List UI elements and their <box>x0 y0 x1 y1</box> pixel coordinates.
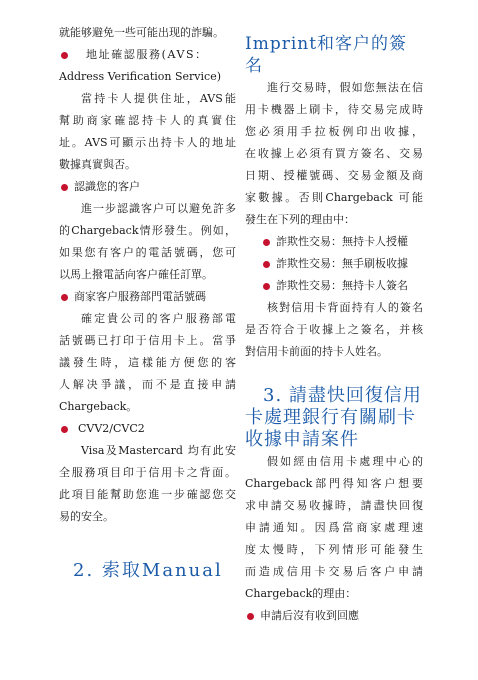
text-line: 申請通知。因爲當商家處理速 <box>245 521 423 534</box>
bullet-text: 詐欺性交易：無持卡人授權 <box>276 235 408 248</box>
text-line: 核對信用卡背面持有人的簽名 <box>267 301 423 314</box>
paragraph <box>245 77 423 231</box>
bullet-text: 申請后沒有收到回應 <box>260 609 359 622</box>
text-line: 在收據上必須有買方簽名、交易 <box>245 147 423 160</box>
heading-line: 卡處理銀行有關刷卡 <box>245 407 416 428</box>
text-line: 就能够避免一些可能出现的詐騙。 <box>59 26 224 39</box>
text-line: 而造成信用卡交易后客户申請 <box>245 565 423 578</box>
text-line: 假如經由信用卡處理中心的 <box>267 455 423 468</box>
bullet-dot-icon <box>247 613 254 620</box>
bullet-text: 認識您的客户 <box>74 180 140 193</box>
bullet-text: 地址確認服務(AVS： <box>86 48 208 61</box>
text-line: 幫助商家確認持卡人的真實住 <box>59 114 236 127</box>
text-line: 如果您有客户的電話號碼，您可 <box>59 246 236 259</box>
text-line: 是否符合于收據上之簽名，并核 <box>245 323 423 336</box>
text-line: Chargeback的理由： <box>245 587 357 600</box>
text-line: 您必須用手拉板例印出收據， <box>245 125 423 138</box>
text-line: Address Verification Service) <box>59 70 221 83</box>
bullet-dot-icon <box>61 294 68 301</box>
text-line: 人解决爭議，而不是直接申請 <box>59 378 236 391</box>
bullet-item <box>245 605 423 627</box>
text-line: Visa及Mastercard 均有此安 <box>81 444 236 457</box>
text-line: 的Chargeback情形發生。例如， <box>59 224 236 237</box>
text-line: 議發生時，這樣能方便您的客 <box>59 356 236 369</box>
text-line: 發生在下列的理由中： <box>245 213 355 226</box>
paragraph <box>59 308 236 418</box>
text-line: 數據真實與否。 <box>59 158 136 171</box>
paragraph <box>245 297 423 363</box>
left-column <box>59 22 236 582</box>
heading-line: 3. 請盡快回復信用 <box>263 385 422 406</box>
bullet-item <box>59 418 236 440</box>
bullet-text: CVV2/CVC2 <box>78 422 145 435</box>
text-line: 求申請交易收據時，請盡快回復 <box>245 499 423 512</box>
spacer <box>59 528 236 560</box>
text-line: 此項目能幫助您進一步確認您交 <box>59 488 236 501</box>
bullet-text: 商家客户服務部門電話號碼 <box>74 290 206 303</box>
text-line: 對信用卡前面的持卡人姓名。 <box>245 345 388 358</box>
text-line: 確定貴公司的客户服務部電 <box>81 312 236 325</box>
text-line: 易的安全。 <box>59 510 114 523</box>
paragraph <box>245 451 423 605</box>
paragraph <box>59 198 236 286</box>
bullet-dot-icon <box>61 184 68 191</box>
text-line: Chargeback部門得知客户想要 <box>245 477 423 490</box>
text-line: Chargeback。 <box>59 400 138 413</box>
text-line: 進行交易時，假如您無法在信 <box>267 81 423 94</box>
text-line: 用卡機器上刷卡，待交易完成時 <box>245 103 423 116</box>
bullet-item <box>59 286 236 308</box>
text-line: 當持卡人提供住址，AVS能 <box>81 92 236 105</box>
right-column <box>245 33 423 627</box>
bullet-item <box>245 275 423 297</box>
bullet-item <box>245 253 423 275</box>
bullet-dot-icon <box>263 239 270 246</box>
text-line: 址。AVS可顯示出持卡人的地址 <box>59 136 236 149</box>
bullet-item <box>59 44 236 66</box>
bullet-item <box>245 231 423 253</box>
heading-line: 收據申請案件 <box>245 429 359 450</box>
paragraph <box>59 88 236 176</box>
text-line: 日期、授權號碼、交易金額及商 <box>245 169 423 182</box>
bullet-text: 詐欺性交易：無持卡人簽名 <box>276 279 408 292</box>
paragraph <box>59 440 236 528</box>
text-line: 全服務項目印于信用卡之背面。 <box>59 466 236 479</box>
text-line: 話號碼已打印于信用卡上。當爭 <box>59 334 236 347</box>
bullet-dot-icon <box>61 52 68 59</box>
bullet-dot-icon <box>263 283 270 290</box>
section-heading: 2. 索取Manual <box>73 560 223 581</box>
text-line: 家數據。否則Chargeback 可能 <box>245 191 423 204</box>
text-line: 度太慢時，下列情形可能發生 <box>245 543 423 556</box>
text-line: 以馬上撥電話向客户確任訂單。 <box>59 268 213 281</box>
section-heading <box>245 385 423 451</box>
text-line: 進一步認識客户可以避免許多 <box>81 202 236 215</box>
spacer <box>245 363 423 385</box>
bullet-text: 詐欺性交易：無手刷板收據 <box>276 257 408 270</box>
bullet-item <box>59 176 236 198</box>
section-heading: Imprint和客户的簽名 <box>245 34 408 76</box>
bullet-dot-icon <box>61 426 68 433</box>
bullet-dot-icon <box>263 261 270 268</box>
